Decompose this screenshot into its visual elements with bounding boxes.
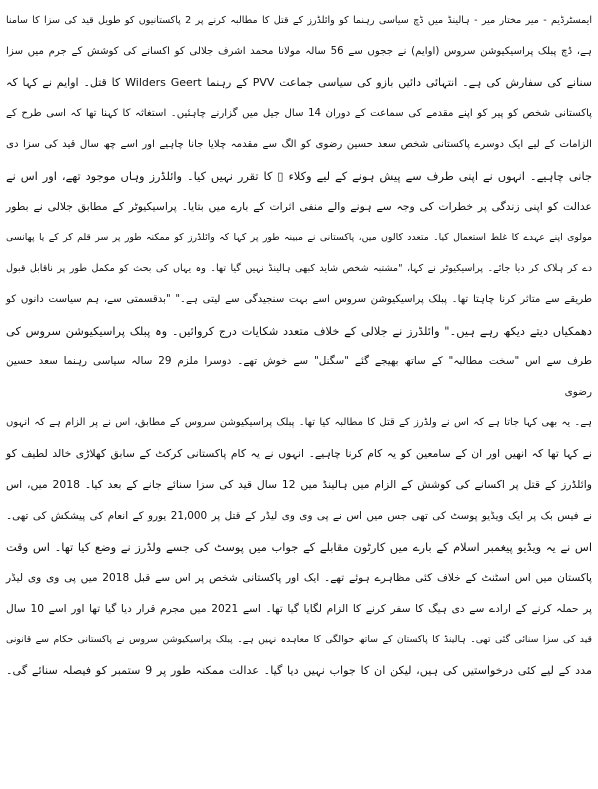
article-line: ہے۔ یہ بھی کہا جاتا ہے کہ اس نے ولڈرز کے قتل کا مطالبہ کیا تھا۔ پبلک پراسیکیوشن سروس کے مطابق، اس نے پر الزام ہے کہ انہوں <box>6 417 592 429</box>
article-line: جانی چاہیے۔ انہوں نے اپنی طرف سے پیش ہونے کے لیے وکلاء ▯ کا تقرر نہیں کیا۔ وائلڈرز وہاں موجود تھے، اور اس نے <box>6 168 592 183</box>
article-body <box>6 6 592 783</box>
article-line: پاکستان میں اس اسٹنٹ کے خلاف کئی مظاہرے ہوئے تھے۔ ایک اور پاکستانی شخص پر اس سے قبل 2018 میں پی وی وی لیڈر <box>6 572 593 585</box>
article-line: اس نے یہ ویڈیو پیغمبر اسلام کے بارے میں کارٹون مقابلے کے جواب میں پوسٹ کی جسے ولڈرز نے وضع کیا تھا۔ اس وقت <box>6 540 592 555</box>
article-line: پاکستانی شخص کو پیر کو اپنے مقدمے کی سماعت کے دوران 14 سال جیل میں گزارنے چاہئیں۔ استغاثہ کا کہنا تھا کہ اسی طرح کے <box>6 107 593 119</box>
article-line: پر حملہ کرنے کے ارادے سے دی ہیگ کا سفر کرنے کا الزام لگایا گیا تھا۔ اسے 2021 میں مجرم قرار دیا گیا تھا اور اسے 10 سال <box>6 603 592 616</box>
article-line: وائلڈرز کے قتل پر اکسانے کی کوشش کے الزام میں ہالینڈ میں 12 سال قید کی سزا سنائے جانے کے بعد کیا۔ 2018 میں، اس <box>6 478 592 492</box>
article-line: دے کر ہلاک کر دیا جائے۔ پراسیکیوٹر نے کہا، "مشتبہ شخص شاید کبھی ہالینڈ نہیں گیا تھا۔ وہ یہاں کی بحث کو مکمل طور پر ناقابل قبول <box>6 262 592 274</box>
article-line: قید کی سزا سنائی گئی تھی۔ ہالینڈ کا پاکستان کے ساتھ حوالگی کا معاہدہ نہیں ہے۔ پبلک پراسیکیوشن سروس نے پاکستانی حکام سے قانونی <box>6 634 592 646</box>
article-line: طرف سے اس "سخت مطالبہ" کے ساتھ بھیجے گئے "سگنل" سے خوش تھے۔ دوسرا ملزم 29 سالہ سیاسی رہنما سعد حسین رضوی <box>6 355 592 399</box>
article-line: نے کہا تھا کہ انھیں اور ان کے سامعین کو یہ کام کرنا چاہیے۔ انہوں نے یہ کام پاکستانی کرکٹ کے سابق کھلاڑی خالد لطیف کو <box>6 447 592 461</box>
article-line: طریقے سے متاثر کرنا چاہتا تھا۔ پبلک پراسیکیوشن سروس اسے بہت سنجیدگی سے لیتی ہے۔" "بدقسمتی سے، ہم سیاست دانوں کو <box>6 293 592 305</box>
article-line: الزامات کے لیے ایک دوسرے پاکستانی شخص سعد حسین رضوی کو الگ سے مقدمہ چلایا جانا چاہیے اور اسے چھ سال قید کی سزا دی <box>6 138 592 150</box>
article-line: نے فیس بک پر ایک ویڈیو پوسٹ کی تھی جس میں اس نے پی وی وی لیڈر کے قتل پر 21,000 یورو کے انعام کی پیشکش کی تھی۔ <box>6 510 592 523</box>
article-line: دھمکیاں دیتے دیکھ رہے ہیں۔" وائلڈرز نے جلالی کے خلاف متعدد شکایات درج کروائیں۔ وہ پبلک پراسیکیوشن سروس کی <box>6 323 592 338</box>
article-line: سنانے کی سفارش کی ہے۔ انتہائی دائیں بازو کی سیاسی جماعت PVV کے رہنما Wilders Geert کا قتل۔ اوایم نے کہا کہ <box>6 75 592 89</box>
article-line: ہے، ڈچ پبلک پراسیکیوشن سروس (اوایم) نے ججوں سے 56 سالہ مولانا محمد اشرف جلالی کو اکسانے کی کوشش کے جرم میں سزا <box>6 45 592 57</box>
article-line: مدد کے لیے کئی درخواستیں کی ہیں، لیکن ان کا جواب نہیں دیا گیا۔ عدالت ممکنہ طور پر 9 ستمبر کو فیصلہ سنائے گی۔ <box>6 664 592 678</box>
article-line: ایمسٹرڈیم - میر مختار میر - ہالینڈ میں ڈچ سیاسی رہنما کو وائلڈرز کے قتل کا مطالبہ کرنے پر 2 پاکستانیوں کو طویل قید کی سزا کا سامنا <box>6 15 592 26</box>
article-line: مولوی اپنے عہدے کا غلط استعمال کیا۔ متعدد کالوں میں، پاکستانی نے مبینہ طور پر کہا کہ وائلڈرز کو ممکنہ طور پر سر قلم کر کے یا پھانسی <box>6 231 592 243</box>
article-line: عدالت کو اپنی زندگی پر خطرات کی وجہ سے ہونے والے منفی اثرات کے بارے میں بتایا۔ پراسیکیوٹر کے مطابق جلالی نے بطور <box>6 199 592 213</box>
